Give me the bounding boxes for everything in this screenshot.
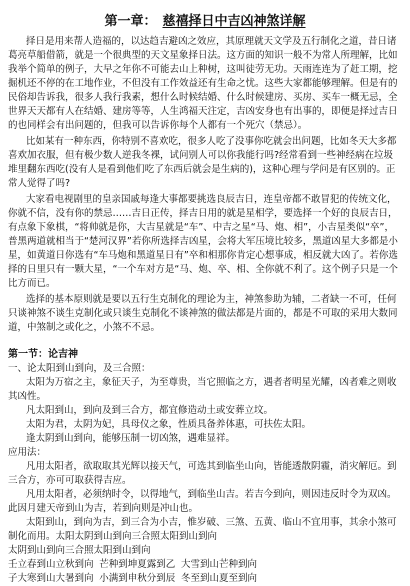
paragraph: 比如某有一种东西，你特别不喜欢吃，很多人吃了没事你吃就会出问题，比如冬天大多都喜欢加衣服，但有极少数人逆我冬裸，试问别人可以你我能行吗?经常看到一些神经病在垃圾堆里翻东西吃(没有人是看到他们吃了东西后就会是生病的)，这种心理与学问是有区别的。正常人觉得了吗? [8,136,397,189]
body-line: 凡用太阳者，必须纳时令，以得地气，到临坐山吉。若吉今到向，则因违反时令为双凶。此因月建天帝到山为吉，若到向则是冲山也。 [8,489,397,514]
chapter-title [8,10,402,29]
body-line: 凡太阳到山，到向及到三合方，都宜修造动土或安葬立坟。 [26,405,274,416]
body-line: 逢太阴到山到向，能够压制一切凶煞，遇难显祥。 [26,433,236,444]
body-line: 应用法： [8,447,47,458]
table-line: 壬立春到山立秋到向 芒种到坤夏露到乙 大雪到山芒种到向 [8,559,257,570]
body-line: 凡用太阳者，欲取取其光辉以接天气，可选其到临坐山向，皆能透散阴霾，消灾解厄。到三合方，亦可可取获得吉应。 [8,461,397,486]
section-heading: 第一节：论吉神 [8,349,78,360]
chapter-number: 第一章： [104,14,157,29]
table-line: 子大寒到山大暑到向 小满到申秋分到辰 冬至到山夏至到向 [8,573,257,584]
topic-heading: 一、论太阳到山到向，及三合照： [8,363,151,374]
body-line: 太阳为君，太阴为妃，具母仪之象，性质具备养体惠，可扶佐太阳。 [26,419,312,430]
chapter-name: 慈禧择日中吉凶神煞详解 [162,14,306,29]
body-line: 太阳到山，到向为吉，到三合为小吉，惟岁破、三煞、五黄、临山不宜用事，其余小煞可制化而用。太阳太阴到山到向三合照太阳到山到向 [8,517,397,542]
paragraph: 选择的基本原则就是要以五行生克制化的理论为主，神煞参助为辅，二者缺一不可，任何只谈神煞不谈生克制化或只谈生克制化不谈神煞的做法都是片面的，都是不可取的采用大数同道，中煞制之或化之，小煞不不忌。 [8,294,398,333]
body-line: 太阴到山到向三合照太阳到山到向 [8,545,151,556]
paragraph: 择日是用来帮人造福的，以达趋吉避凶之效应，其原理就天文学及五行制化之道，昔日诸葛亮草船借箭，就是一个很典型的天文星象择日法。这方面的知识一般不为常人所理解，比如我举个简单的例子，大早之年你不可能去山上种树，这叫徒劳无功。天雨连连为了赶工期，挖掘机还不停的在工地作业，不但没有工作效益还有生命之忧。这些大家都能够理解。但是有的民俗却告诉我，很多人我行我素，想什么时候结婚、什么时候建房、买房、买车一概无忌，全世界天天都有人在结婚、建房等等，人生鸿福天注定，吉凶安身也有出事的，即便是择过吉日的也同样会有出问题的，但我可以告诉你每个人都有一个死穴（禁忌）。 [8,36,398,131]
paragraph: 大家看电视剧里的皇亲国戚每逢大事都要挑选良辰吉日，连皇帝都不敢冒犯的传统文化，你就不信，没有你的禁忌……吉日正传，择吉日用的就是星相学，要选择一个好的良辰吉日，有点象下象棋，“将帅就是你，大吉星就是“车”、中吉之星“马、炮、相”，小吉星类似“卒”，普黑两道就相当于“楚河汉界”若你所选择吉凶星，会将大军压境比较多，黑道凶星大多都是小星，如黄道日你选有“车马炮和黑道星日有”卒和相那你肯定心想事成，相反就大凶了。若你选择的日里只有一颗大星，“一个车对方是“马、炮、卒、相、全你就不利了。这个例子只是一个比方而已。 [8,194,398,289]
body-line: 太阳为万宿之主，象征天子，为至尊贵，当它照临之方，遇者者明星光耀，凶者难之则收其凶性。 [8,377,397,402]
